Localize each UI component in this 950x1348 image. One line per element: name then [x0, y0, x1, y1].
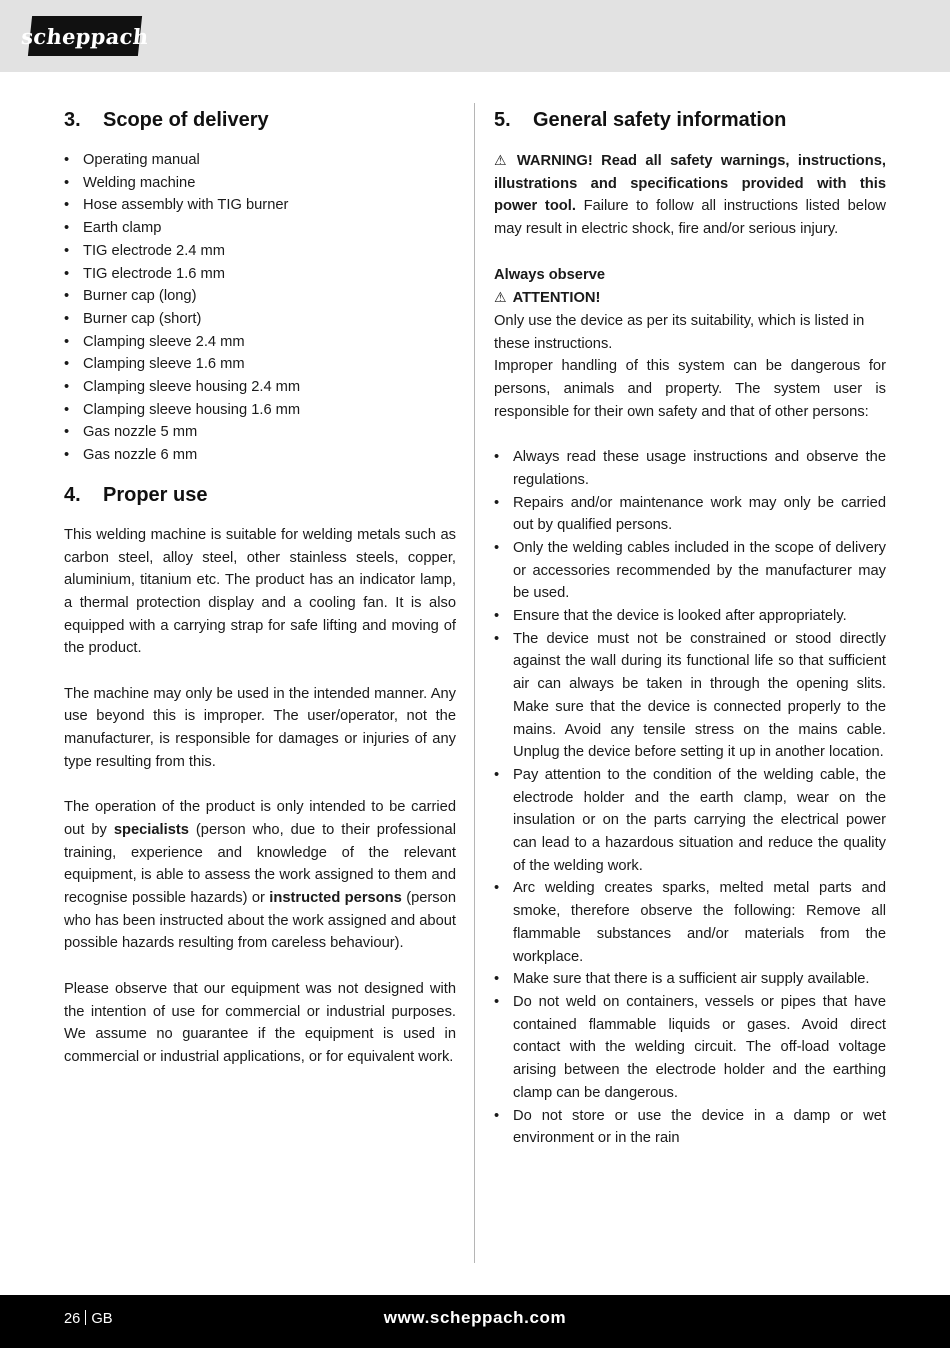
list-item: • The device must not be constrained or stood directly against the wall during its functional life so that sufficient air can always be taken in through the opening slits. Make sure that the device is connected properly to the mains. Avoid any tensile stress on the mains cable. Unplug the device before setting it up in another location. — [494, 628, 886, 764]
list-item: • Arc welding creates sparks, melted metal parts and smoke, therefore observe the following: Remove all flammable substances and/or materials from the workplace. — [494, 877, 886, 968]
bold-term: specialists — [113, 821, 189, 838]
list-item: • Burner cap (short) — [64, 308, 456, 331]
list-item: • Only the welding cables included in the scope of delivery or accessories recommended by the manufacturer may be used. — [494, 537, 886, 605]
column-divider — [474, 103, 475, 1263]
footer-bar — [0, 1295, 950, 1348]
warning-icon: ⚠ — [494, 289, 507, 306]
section-number: 5. — [494, 109, 511, 131]
section-safety-heading — [494, 103, 886, 137]
safety-list — [494, 446, 886, 1150]
list-item: • TIG electrode 2.4 mm — [64, 240, 456, 263]
website-url: www.scheppach.com — [383, 1308, 567, 1327]
right-column — [494, 103, 886, 1150]
section-number: 4. — [64, 483, 81, 506]
header-bar — [0, 0, 950, 72]
page-number: 26 GB — [64, 1311, 113, 1327]
list-item: • Clamping sleeve 2.4 mm — [64, 331, 456, 354]
paragraph: The operation of the product is only intended to be carried out by specialists (person who, due to their professional training, experience and knowledge of the relevant equipment, is able to assess the work assigned to them and recognise possible hazards) or instructed persons (person who has been instructed about the work assigned and about possible hazards resulting from careless behaviour). — [64, 799, 456, 952]
list-item: • Ensure that the device is looked after appropriately. — [494, 605, 886, 628]
list-item: • Welding machine — [64, 172, 456, 195]
left-column — [64, 103, 456, 1069]
paragraph: The machine may only be used in the intended manner. Any use beyond this is improper. The user/operator, not the manufacturer, is responsible for damages or injuries of any type resulting from this. — [64, 685, 456, 770]
section-title: Scope of delivery — [103, 109, 269, 131]
list-item: • Clamping sleeve housing 2.4 mm — [64, 376, 456, 399]
list-item: • Operating manual — [64, 149, 456, 172]
list-item: • TIG electrode 1.6 mm — [64, 263, 456, 286]
paragraph: Please observe that our equipment was not designed with the intention of use for commercial or industrial purposes. We assume no guarantee if the equipment is used in commercial or industrial applications, or for equivalent work. — [64, 980, 456, 1065]
section-scope-heading — [64, 103, 456, 137]
list-item: • Gas nozzle 5 mm — [64, 421, 456, 444]
attention-label: ⚠ ATTENTION! — [494, 289, 601, 307]
list-item: • Burner cap (long) — [64, 285, 456, 308]
paragraph: This welding machine is suitable for welding metals such as carbon steel, alloy steel, other stainless steels, copper, aluminium, titanium etc. The product has an indicator lamp, a thermal protection display and a cooling fan. It is also equipped with a carrying strap for safe lifting and moving of the product. — [64, 526, 456, 657]
list-item: • Clamping sleeve 1.6 mm — [64, 353, 456, 376]
warning-paragraph: ⚠ WARNING! Read all safety warnings, instructions, illustrations and specifications provided with this power tool. Failure to follow all instructions listed below may result in electric shock, fire and/or serious injury. — [494, 152, 886, 238]
warning-icon: ⚠ — [494, 152, 511, 168]
list-item: • Hose assembly with TIG burner — [64, 194, 456, 217]
section-title: General safety information — [533, 109, 787, 131]
section-number: 3. — [64, 109, 81, 131]
list-item: • Repairs and/or maintenance work may only be carried out by qualified persons. — [494, 492, 886, 537]
always-observe-label: Always observe — [494, 266, 606, 283]
bold-term: instructed persons — [269, 890, 402, 907]
list-item: • Clamping sleeve housing 1.6 mm — [64, 399, 456, 422]
paragraph: Improper handling of this system can be dangerous for persons, animals and property. The system user is responsible for their own safety and that of other persons: — [494, 358, 886, 420]
list-item: • Pay attention to the condition of the welding cable, the electrode holder and the earth clamp, wear on the insulation or on the parts carrying the electrical power can lead to a hazardous situation and reduce the quality of the welding work. — [494, 764, 886, 878]
section-title: Proper use — [103, 483, 208, 506]
section-use-heading — [64, 478, 456, 512]
list-item: • Make sure that there is a sufficient air supply available. — [494, 968, 886, 991]
scope-list — [64, 149, 456, 467]
scheppach-logo: scheppach — [28, 16, 142, 56]
list-item: • Do not store or use the device in a damp or wet environment or in the rain — [494, 1105, 886, 1150]
list-item: • Gas nozzle 6 mm — [64, 444, 456, 467]
paragraph: Only use the device as per its suitability, which is listed in these instructions. — [494, 312, 865, 352]
list-item: • Earth clamp — [64, 217, 456, 240]
list-item: • Do not weld on containers, vessels or pipes that have contained flammable liquids or gases. Avoid direct contact with the welding circuit. The off-load voltage arising between the electrode holder and the earthing clamp can be dangerous. — [494, 991, 886, 1105]
list-item: • Always read these usage instructions and observe the regulations. — [494, 446, 886, 491]
